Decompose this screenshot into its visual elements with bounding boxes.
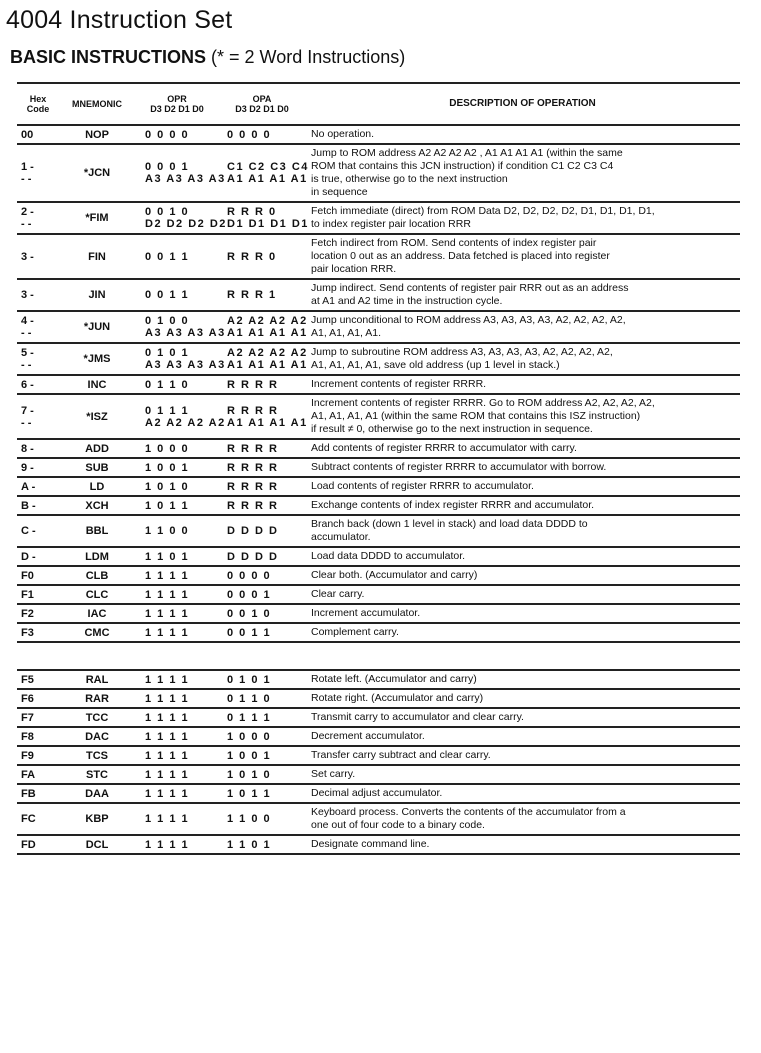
opa-cell: 1 0 0 0 <box>227 730 272 743</box>
description-cell: Jump to ROM address A2 A2 A2 A2 , A1 A1 A1 A1 (within the same ROM that contains this JCN instruction) if condition C1 C2 C3 C4 is true, otherwise go to the next instruction in sequence <box>311 147 623 198</box>
table-row <box>17 689 740 708</box>
mnemonic-cell: TCS <box>86 749 108 762</box>
table-row <box>17 765 740 784</box>
hex-code-cell: 5 - - - <box>21 347 34 371</box>
description-cell: Add contents of register RRRR to accumulator with carry. <box>311 442 577 454</box>
description-cell: Designate command line. <box>311 838 430 850</box>
table-row <box>17 375 740 394</box>
opa-cell: R R R R <box>227 378 279 391</box>
hex-code-cell: C - <box>21 525 36 537</box>
opa-cell: 0 0 0 0 <box>227 128 272 141</box>
opa-cell: D D D D <box>227 550 279 563</box>
table-row <box>17 604 740 623</box>
mnemonic-cell: *JUN <box>83 321 111 333</box>
table-row <box>17 343 740 375</box>
opr-cell: 1 1 1 1 <box>145 711 190 724</box>
opr-cell: 0 0 0 1 A3 A3 A3 A3 <box>145 161 226 185</box>
table-row <box>17 394 740 439</box>
mnemonic-cell: *ISZ <box>86 410 108 423</box>
mnemonic-cell: NOP <box>85 128 109 141</box>
mnemonic-cell: CMC <box>84 626 110 639</box>
hex-code-cell: F9 <box>21 749 34 762</box>
table-row <box>17 234 740 279</box>
description-cell: Transfer carry subtract and clear carry. <box>311 749 491 761</box>
opr-cell: 1 1 0 1 <box>145 550 190 563</box>
table-row <box>17 746 740 765</box>
opa-cell: 0 0 0 1 <box>227 588 272 601</box>
description-cell: Clear carry. <box>311 588 365 600</box>
table-body-main <box>17 125 740 642</box>
hex-code-cell: F7 <box>21 711 34 724</box>
opr-cell: 1 1 1 1 <box>145 813 190 825</box>
hex-code-cell: 3 - <box>21 250 34 263</box>
table-row <box>17 477 740 496</box>
mnemonic-cell: *FIM <box>85 212 109 224</box>
hex-code-cell: F6 <box>21 692 34 705</box>
mnemonic-cell: DAA <box>85 787 109 800</box>
mnemonic-cell: XCH <box>85 499 109 512</box>
description-cell: Increment accumulator. <box>311 607 421 619</box>
instruction-table <box>17 82 740 855</box>
description-cell: Rotate right. (Accumulator and carry) <box>311 692 484 704</box>
opr-cell: 1 1 1 1 <box>145 838 190 851</box>
opa-cell: 1 0 1 0 <box>227 768 272 781</box>
description-cell: Load contents of register RRRR to accumulator. <box>311 480 534 492</box>
opa-cell: 1 1 0 1 <box>227 838 272 851</box>
table-row <box>17 708 740 727</box>
table-body-secondary <box>17 670 740 854</box>
table-row <box>17 547 740 566</box>
table-gap <box>17 642 740 670</box>
hex-code-cell: 6 - <box>21 378 34 391</box>
description-cell: Keyboard process. Converts the contents of the accumulator from a one out of four code to a binary code. <box>311 806 626 831</box>
subtitle-note: (* = 2 Word Instructions) <box>206 47 406 67</box>
hex-code-cell: 3 - <box>21 289 34 301</box>
mnemonic-cell: STC <box>86 768 108 781</box>
mnemonic-cell: JIN <box>88 289 106 301</box>
opr-cell: 1 0 1 0 <box>145 480 190 493</box>
hex-code-cell: F5 <box>21 673 34 686</box>
opr-cell: 1 1 1 1 <box>145 730 190 743</box>
table-row <box>17 439 740 458</box>
opr-cell: 0 1 0 0 A3 A3 A3 A3 <box>145 315 226 339</box>
hex-code-cell: FC <box>21 813 36 825</box>
hex-code-cell: 2 - - - <box>21 206 34 230</box>
table-row <box>17 125 740 144</box>
opr-cell: 1 1 1 1 <box>145 626 190 639</box>
opa-cell: R R R 1 <box>227 289 277 301</box>
description-cell: Jump to subroutine ROM address A3, A3, A3, A3, A2, A2, A2, A2, A1, A1, A1, A1, save old address (up 1 level in stack.) <box>311 346 613 371</box>
hex-code-cell: F1 <box>21 588 34 601</box>
hex-code-cell: A - <box>21 480 36 493</box>
hex-code-cell: FB <box>21 787 36 800</box>
opr-cell: 1 1 1 1 <box>145 692 190 705</box>
hex-code-cell: 00 <box>21 128 34 141</box>
description-cell: Increment contents of register RRRR. Go to ROM address A2, A2, A2, A2, A1, A1, A1, A1 (within the same ROM that contains this ISZ instruction) if result ≠ 0, otherwise go to the next instruction in sequence. <box>311 397 655 435</box>
header-hex-code: Hex Code <box>26 94 50 114</box>
opr-cell: 0 0 1 1 <box>145 289 190 301</box>
opa-cell: R R R 0 <box>227 250 277 263</box>
opa-cell: R R R R <box>227 480 279 493</box>
description-cell: Complement carry. <box>311 626 399 638</box>
table-row <box>17 784 740 803</box>
table-row <box>17 585 740 604</box>
opa-cell: 0 0 1 1 <box>227 626 272 639</box>
hex-code-cell: B - <box>21 499 36 512</box>
mnemonic-cell: RAR <box>85 692 109 705</box>
opa-cell: 0 0 0 0 <box>227 569 272 582</box>
mnemonic-cell: TCC <box>85 711 109 724</box>
opa-cell: 0 0 1 0 <box>227 607 272 620</box>
hex-code-cell: 4 - - - <box>21 315 34 339</box>
mnemonic-cell: CLB <box>85 569 109 582</box>
gap-cell <box>17 642 740 670</box>
header-opa: OPA D3 D2 D1 D0 <box>235 94 289 114</box>
table-row <box>17 458 740 477</box>
opr-cell: 0 1 0 1 A3 A3 A3 A3 <box>145 347 226 371</box>
opa-cell: R R R 0 D1 D1 D1 D1 <box>227 206 309 230</box>
opr-cell: 1 1 1 1 <box>145 569 190 582</box>
mnemonic-cell: LDM <box>85 550 109 563</box>
mnemonic-cell: CLC <box>85 588 109 601</box>
table-header-row <box>17 83 740 125</box>
description-cell: Jump indirect. Send contents of register pair RRR out as an address at A1 and A2 time in the instruction cycle. <box>311 282 629 307</box>
opa-cell: 1 1 0 0 <box>227 813 272 825</box>
opr-cell: 1 0 1 1 <box>145 499 190 512</box>
subtitle-bold: BASIC INSTRUCTIONS <box>10 47 207 67</box>
mnemonic-cell: DAC <box>85 730 109 743</box>
mnemonic-cell: KBP <box>85 813 109 825</box>
opa-cell: A2 A2 A2 A2 A1 A1 A1 A1 <box>227 315 308 339</box>
opr-cell: 1 1 1 1 <box>145 787 190 800</box>
mnemonic-cell: BBL <box>85 525 109 537</box>
opa-cell: 0 1 1 1 <box>227 711 272 724</box>
opa-cell: 1 0 1 1 <box>227 787 272 800</box>
opr-cell: 0 1 1 0 <box>145 378 190 391</box>
mnemonic-cell: RAL <box>85 673 109 686</box>
header-opr: OPR D3 D2 D1 D0 <box>150 94 204 114</box>
hex-code-cell: F0 <box>21 569 34 582</box>
mnemonic-cell: *JMS <box>83 353 111 365</box>
section-subtitle <box>10 47 405 68</box>
table-gap-row <box>17 642 740 670</box>
description-cell: Decrement accumulator. <box>311 730 425 742</box>
hex-code-cell: 8 - <box>21 442 34 455</box>
hex-code-cell: FD <box>21 838 36 851</box>
opa-cell: R R R R <box>227 499 279 512</box>
page-title: 4004 Instruction Set <box>6 6 233 34</box>
description-cell: Fetch immediate (direct) from ROM Data D2, D2, D2, D2, D1, D1, D1, D1, to index register pair location RRR <box>311 205 655 230</box>
opa-cell: C1 C2 C3 C4 A1 A1 A1 A1 <box>227 161 309 185</box>
opr-cell: 1 1 1 1 <box>145 673 190 686</box>
opa-cell: A2 A2 A2 A2 A1 A1 A1 A1 <box>227 347 308 371</box>
opr-cell: 1 1 1 1 <box>145 588 190 601</box>
description-cell: Fetch indirect from ROM. Send contents of index register pair location 0 out as an address. Data fetched is placed into register pair location RRR. <box>311 237 610 275</box>
opa-cell: 0 1 0 1 <box>227 673 272 686</box>
table-row <box>17 623 740 642</box>
opr-cell: 1 1 1 1 <box>145 749 190 762</box>
opr-cell: 1 1 1 1 <box>145 768 190 781</box>
mnemonic-cell: FIN <box>88 250 106 263</box>
table-row <box>17 311 740 343</box>
header-description: DESCRIPTION OF OPERATION <box>449 98 596 109</box>
description-cell: Clear both. (Accumulator and carry) <box>311 569 478 581</box>
description-cell: Load data DDDD to accumulator. <box>311 550 466 562</box>
table-row <box>17 670 740 689</box>
hex-code-cell: 7 - - - <box>21 404 34 429</box>
description-cell: Jump unconditional to ROM address A3, A3, A3, A3, A2, A2, A2, A2, A1, A1, A1, A1. <box>311 314 626 339</box>
hex-code-cell: D - <box>21 550 36 563</box>
table-row <box>17 566 740 585</box>
table-row <box>17 803 740 835</box>
hex-code-cell: 9 - <box>21 461 34 474</box>
opa-cell: R R R R <box>227 461 279 474</box>
mnemonic-cell: IAC <box>87 607 107 620</box>
description-cell: Increment contents of register RRRR. <box>311 378 487 390</box>
description-cell: Subtract contents of register RRRR to accumulator with borrow. <box>311 461 607 473</box>
hex-code-cell: 1 - - - <box>21 161 34 185</box>
opa-cell: D D D D <box>227 525 279 537</box>
hex-code-cell: F2 <box>21 607 34 620</box>
opa-cell: 1 0 0 1 <box>227 749 272 762</box>
opr-cell: 1 0 0 1 <box>145 461 190 474</box>
header-mnemonic: MNEMONIC <box>72 99 122 109</box>
opr-cell: 0 0 0 0 <box>145 128 190 141</box>
opa-cell: R R R R <box>227 442 279 455</box>
opr-cell: 0 1 1 1 A2 A2 A2 A2 <box>145 404 226 429</box>
opa-cell: 0 1 1 0 <box>227 692 272 705</box>
mnemonic-cell: INC <box>87 378 107 391</box>
mnemonic-cell: *JCN <box>83 167 111 179</box>
hex-code-cell: FA <box>21 768 36 781</box>
opr-cell: 1 1 1 1 <box>145 607 190 620</box>
description-cell: Exchange contents of index register RRRR and accumulator. <box>311 499 595 511</box>
opr-cell: 1 1 0 0 <box>145 525 190 537</box>
description-cell: No operation. <box>311 128 375 140</box>
hex-code-cell: F8 <box>21 730 34 743</box>
table-row <box>17 279 740 311</box>
table-row <box>17 144 740 202</box>
table-row <box>17 727 740 746</box>
hex-code-cell: F3 <box>21 626 34 639</box>
description-cell: Rotate left. (Accumulator and carry) <box>311 673 477 685</box>
description-cell: Decimal adjust accumulator. <box>311 787 443 799</box>
table-row <box>17 202 740 234</box>
description-cell: Transmit carry to accumulator and clear carry. <box>311 711 524 723</box>
opr-cell: 0 0 1 1 <box>145 250 190 263</box>
opr-cell: 1 0 0 0 <box>145 442 190 455</box>
description-cell: Set carry. <box>311 768 356 780</box>
mnemonic-cell: SUB <box>85 461 109 474</box>
opa-cell: R R R R A1 A1 A1 A1 <box>227 404 308 429</box>
table-row <box>17 835 740 854</box>
mnemonic-cell: ADD <box>85 442 109 455</box>
table-row <box>17 515 740 547</box>
table-row <box>17 496 740 515</box>
mnemonic-cell: DCL <box>85 838 109 851</box>
mnemonic-cell: LD <box>89 480 105 493</box>
description-cell: Branch back (down 1 level in stack) and load data DDDD to accumulator. <box>311 518 588 543</box>
opr-cell: 0 0 1 0 D2 D2 D2 D2 <box>145 206 227 230</box>
